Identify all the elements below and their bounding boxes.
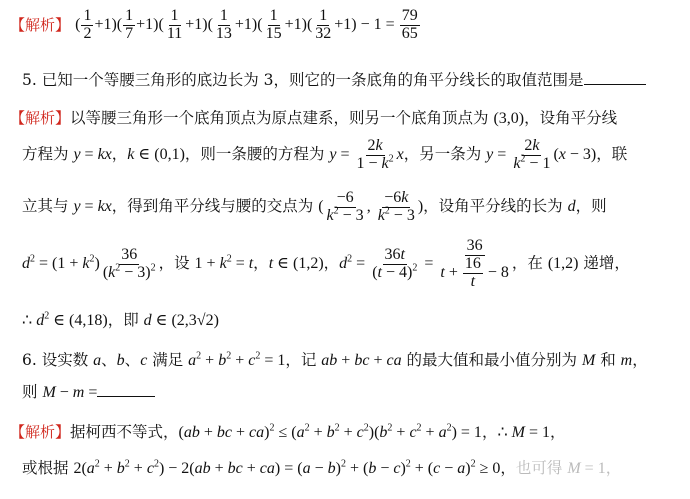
analysis-tag: 【解析】 xyxy=(10,423,71,441)
product-formula: ( $\frac{1}{2}$ +1)( $\frac{1}{7}$ +1)( $\frac{1}{11}$ +1)( $\frac{1}{13}$ +1)( $\frac{1}{15}$ +1)( $\frac{1}{32}$ +1) − 1 = $\frac{79}{65}$ xyxy=(75,7,418,42)
question-6-line-1: 6. 设实数 a、b、c 满足 $a^2 + b^2 + c^2 = 1$，记 ab + bc + ca 的最大值和最小值分别为 M 和 m， xyxy=(22,350,648,369)
answer-blank xyxy=(584,83,646,85)
solution-5-line-3: 立其与 y = kx，得到角平分线与腰的交点为 ( $\frac{-6}{k^2 - 3}$ , $\frac{-6k}{k^2 - 3}$ )，设角平分线的长为 d，则 xyxy=(22,189,607,224)
analysis-tag: 【解析】 xyxy=(10,109,71,127)
solution-line-1 xyxy=(10,8,421,43)
solution-6-line-2: 或根据 $2(a^2 + b^2 + c^2) - 2(ab$ + bc + $ca) = (a - b)^2 + (b - c)^2 + (c - a)^2 \ge 0$，也可得 M = 1， xyxy=(22,458,622,477)
question-5: 5. 已知一个等腰三角形的底边长为 3，则它的一条底角的角平分线长的取值范围是 xyxy=(22,68,646,90)
answer-blank xyxy=(97,395,155,397)
solution-6-line-1: 【解析】据柯西不等式，(ab + bc + $ca)^2 \le (a^2 + b^2 + c^2)(b^2 + c^2 + a^2) = 1$，∴ M = 1， xyxy=(10,422,566,441)
analysis-tag: 【解析】 xyxy=(10,15,71,34)
question-6-line-2: 则 M − m = xyxy=(22,380,155,402)
solution-5-line-2: 方程为 y = kx，k ∈ (0,1)，则一条腰的方程为 y = $\frac{2k}{1 - k^2}$ x，另一条为 y = $\frac{2k}{k^2 - 1}$ (x − 3)，联 xyxy=(22,137,628,172)
solution-5-line-5: ∴ $d^2$ ∈ (4,18)，即 d ∈ (2,3√2) xyxy=(22,310,219,329)
solution-5-line-1: 【解析】以等腰三角形一个底角顶点为原点建系，则另一个底角顶点为 (3,0)，设角平分线 xyxy=(10,109,618,127)
solution-5-line-4: $d^2 = (1 + k^2)$ $\frac{36}{(k^2 - 3)^2}$ ，设 $1 + k^2 = t$，t ∈ (1,2)，$d^2$ = $\frac{36t}{(t - 4)^2}$ = 36 t + $\frac{16}{t}$ − 8 ，在 (1,2) 递增， xyxy=(22,237,630,290)
